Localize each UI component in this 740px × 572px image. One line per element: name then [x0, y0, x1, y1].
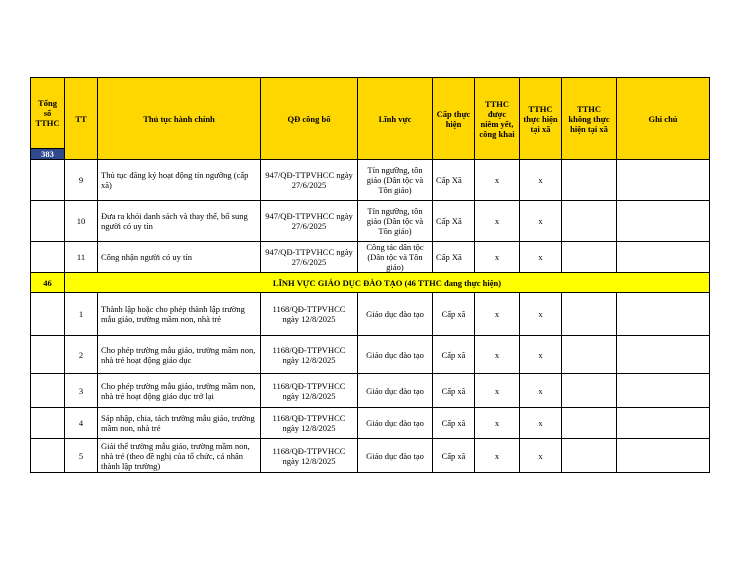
- note-header: Ghi chú: [617, 78, 710, 160]
- row-level: Cấp xã: [433, 439, 475, 473]
- empty-cell: [31, 374, 65, 408]
- row-decision: 947/QĐ-TTPVHCC ngày 27/6/2025: [261, 160, 358, 201]
- empty-cell: [31, 336, 65, 374]
- row-posted: x: [475, 336, 520, 374]
- row-done: x: [520, 242, 562, 273]
- section-row: [31, 273, 710, 293]
- row-posted: x: [475, 242, 520, 273]
- row-decision: 1168/QĐ-TTPVHCC ngày 12/8/2025: [261, 374, 358, 408]
- procedure-header: Thủ tục hành chính: [98, 78, 261, 160]
- empty-cell: [617, 439, 710, 473]
- empty-cell: [562, 160, 617, 201]
- empty-cell: [31, 408, 65, 439]
- row-level: Cấp xã: [433, 336, 475, 374]
- row-procedure: Sáp nhập, chia, tách trường mẫu giáo, trường mầm non, nhà trẻ: [98, 408, 261, 439]
- row-posted: x: [475, 374, 520, 408]
- empty-cell: [31, 201, 65, 242]
- row-level: Cấp xã: [433, 293, 475, 336]
- empty-cell: [31, 293, 65, 336]
- decision-header: QĐ công bố: [261, 78, 358, 160]
- row-field: Giáo dục đào tạo: [358, 374, 433, 408]
- row-done: x: [520, 408, 562, 439]
- empty-cell: [617, 201, 710, 242]
- row-tt: 2: [65, 336, 98, 374]
- row-level: Cấp xã: [433, 374, 475, 408]
- row-field: Giáo dục đào tạo: [358, 439, 433, 473]
- row-procedure: Cho phép trường mẫu giáo, trường mầm non, nhà trẻ hoạt động giáo dục: [98, 336, 261, 374]
- row-tt: 9: [65, 160, 98, 201]
- row-field: Giáo dục đào tạo: [358, 336, 433, 374]
- empty-cell: [562, 336, 617, 374]
- row-field: Giáo dục đào tạo: [358, 293, 433, 336]
- row-decision: 1168/QĐ-TTPVHCC ngày 12/8/2025: [261, 408, 358, 439]
- table-row: [31, 408, 710, 439]
- row-field: Giáo dục đào tạo: [358, 408, 433, 439]
- level-header: Cấp thực hiện: [433, 78, 475, 160]
- table-row: [31, 160, 710, 201]
- row-done: x: [520, 374, 562, 408]
- tt-header: TT: [65, 78, 98, 160]
- row-procedure: Cho phép trường mẫu giáo, trường mầm non, nhà trẻ hoạt động giáo dục trở lại: [98, 374, 261, 408]
- empty-cell: [562, 408, 617, 439]
- row-posted: x: [475, 408, 520, 439]
- posted-header: TTHC được niêm yết, công khai: [475, 78, 520, 160]
- empty-cell: [617, 374, 710, 408]
- row-level: Cấp xã: [433, 408, 475, 439]
- row-posted: x: [475, 160, 520, 201]
- row-tt: 11: [65, 242, 98, 273]
- table-row: [31, 242, 710, 273]
- empty-cell: [617, 293, 710, 336]
- procedure-table: [30, 77, 710, 473]
- section-title: LĨNH VỰC GIÁO DỤC ĐÀO TẠO (46 TTHC đang thực hiện): [65, 273, 710, 293]
- empty-cell: [31, 160, 65, 201]
- empty-cell: [617, 160, 710, 201]
- field-header: Lĩnh vực: [358, 78, 433, 160]
- empty-cell: [562, 242, 617, 273]
- row-done: x: [520, 201, 562, 242]
- row-level: Cấp Xã: [433, 160, 475, 201]
- table-row: [31, 293, 710, 336]
- row-done: x: [520, 293, 562, 336]
- table-row: [31, 439, 710, 473]
- row-tt: 4: [65, 408, 98, 439]
- row-decision: 1168/QĐ-TTPVHCC ngày 12/8/2025: [261, 439, 358, 473]
- row-level: Cấp Xã: [433, 201, 475, 242]
- empty-cell: [562, 374, 617, 408]
- not-done-header: TTHC không thực hiện tại xã: [562, 78, 617, 160]
- row-procedure: Thành lập hoặc cho phép thành lập trường mẫu giáo, trường mầm non, nhà trẻ: [98, 293, 261, 336]
- empty-cell: [31, 439, 65, 473]
- row-done: x: [520, 336, 562, 374]
- table-row: [31, 201, 710, 242]
- row-procedure: Thủ tục đăng ký hoạt động tín ngưỡng (cấp xã): [98, 160, 261, 201]
- done-header: TTHC thực hiện tại xã: [520, 78, 562, 160]
- row-posted: x: [475, 201, 520, 242]
- row-tt: 3: [65, 374, 98, 408]
- row-field: Tín ngưỡng, tôn giáo (Dân tộc và Tôn giáo): [358, 201, 433, 242]
- empty-cell: [562, 201, 617, 242]
- row-level: Cấp Xã: [433, 242, 475, 273]
- empty-cell: [617, 242, 710, 273]
- row-decision: 1168/QĐ-TTPVHCC ngày 12/8/2025: [261, 293, 358, 336]
- total-label-header: Tổng số TTHC: [31, 78, 65, 149]
- row-tt: 1: [65, 293, 98, 336]
- row-procedure: Đưa ra khỏi danh sách và thay thế, bổ sung người có uy tín: [98, 201, 261, 242]
- empty-cell: [31, 242, 65, 273]
- header-row: [31, 78, 710, 149]
- row-posted: x: [475, 439, 520, 473]
- row-decision: 1168/QĐ-TTPVHCC ngày 12/8/2025: [261, 336, 358, 374]
- row-decision: 947/QĐ-TTPVHCC ngày 27/6/2025: [261, 201, 358, 242]
- empty-cell: [562, 293, 617, 336]
- empty-cell: [562, 439, 617, 473]
- row-decision: 947/QĐ-TTPVHCC ngày 27/6/2025: [261, 242, 358, 273]
- total-count: 383: [31, 149, 65, 160]
- empty-cell: [617, 336, 710, 374]
- row-done: x: [520, 160, 562, 201]
- row-tt: 5: [65, 439, 98, 473]
- row-procedure: Giải thể trường mẫu giáo, trường mầm non, nhà trẻ (theo đề nghị của tổ chức, cá nhân thành lập trường): [98, 439, 261, 473]
- section-number: 46: [31, 273, 65, 293]
- row-field: Tín ngưỡng, tôn giáo (Dân tộc và Tôn giáo): [358, 160, 433, 201]
- row-posted: x: [475, 293, 520, 336]
- table-row: [31, 374, 710, 408]
- empty-cell: [617, 408, 710, 439]
- row-procedure: Công nhận người có uy tín: [98, 242, 261, 273]
- row-tt: 10: [65, 201, 98, 242]
- row-field: Công tác dân tộc (Dân tộc và Tôn giáo): [358, 242, 433, 273]
- table-row: [31, 336, 710, 374]
- row-done: x: [520, 439, 562, 473]
